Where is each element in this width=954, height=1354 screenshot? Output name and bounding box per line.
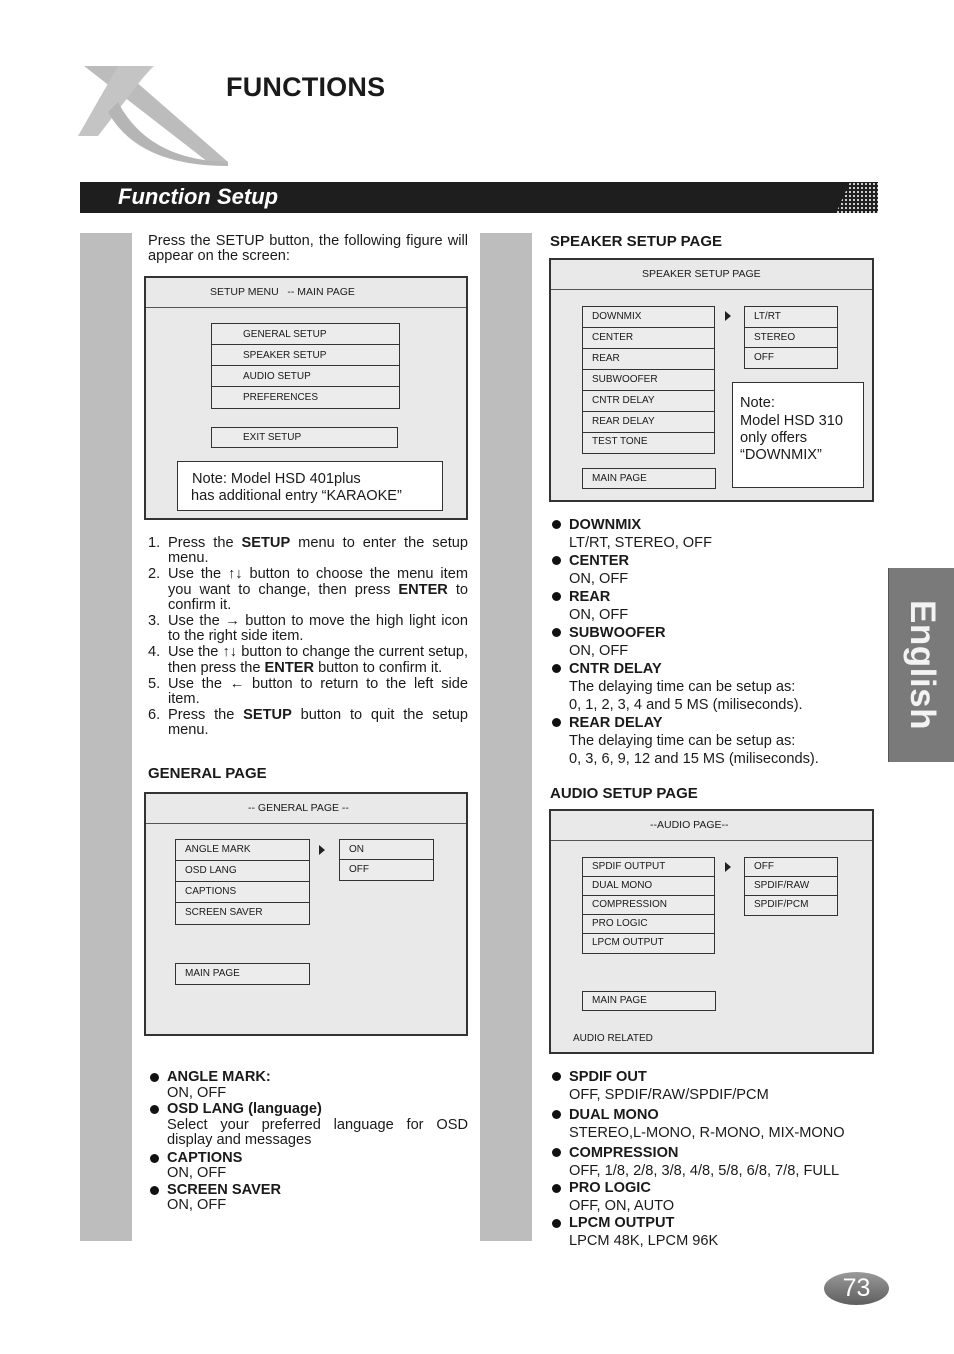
speaker-options-list-text (550, 516, 880, 768)
language-label: English (903, 600, 942, 730)
menu-item-audio-setup[interactable]: AUDIO SETUP (212, 366, 399, 387)
bullet-spdif-out: SPDIF OUT OFF, SPDIF/RAW/SPDIF/PCM (550, 1068, 880, 1104)
item-downmix[interactable]: DOWNMIX (583, 307, 714, 328)
bullet-rear-delay: REAR DELAY The delaying time can be setup as: 0, 3, 6, 9, 12 and 15 MS (miliseconds). (550, 714, 880, 768)
note-line: only offers (740, 430, 808, 446)
main-page-button[interactable]: MAIN PAGE (582, 468, 716, 489)
bullet-osd-lang: OSD LANG (language) Select your preferred language for OSD display and messages (148, 1102, 468, 1149)
option-on[interactable]: ON (340, 840, 433, 860)
bullet-cntr-delay: CNTR DELAY The delaying time can be setup as: 0, 1, 2, 3, 4 and 5 MS (miliseconds). (550, 660, 880, 714)
menu-item-general-setup[interactable]: GENERAL SETUP (212, 324, 399, 345)
option-spdif-pcm[interactable]: SPDIF/PCM (754, 899, 809, 910)
audio-options-list-text (550, 1068, 880, 1250)
arrow-right-icon (725, 311, 731, 321)
note-line: “DOWNMIX” (740, 447, 822, 463)
page-title: FUNCTIONS (226, 72, 386, 102)
item-dual-mono[interactable]: DUAL MONO (583, 877, 714, 896)
bullet-downmix: DOWNMIX LT/RT, STEREO, OFF (550, 516, 880, 552)
item-rear[interactable]: REAR (583, 349, 714, 370)
brand-logo (78, 62, 228, 166)
note-line: Note: (740, 395, 775, 411)
audio-setup-screen (549, 809, 874, 1054)
item-subwoofer[interactable]: SUBWOOFER (583, 370, 714, 391)
general-page-heading: GENERAL PAGE (148, 765, 267, 782)
speaker-page-heading: SPEAKER SETUP PAGE (550, 233, 722, 250)
item-spdif-output[interactable]: SPDIF OUTPUT (583, 858, 714, 877)
setup-menu-list (211, 323, 400, 409)
speaker-options-list (744, 306, 838, 369)
menu-item-speaker-setup[interactable]: SPEAKER SETUP (212, 345, 399, 366)
option-off[interactable]: OFF (754, 352, 774, 363)
bullet-compression: COMPRESSION OFF, 1/8, 2/8, 3/8, 4/8, 5/8, 6/8, 7/8, FULL (550, 1144, 880, 1180)
option-off[interactable]: OFF (745, 858, 837, 877)
left-column-sidebar (80, 233, 132, 1241)
bullet-center: CENTER ON, OFF (550, 552, 880, 588)
step-item: 2. Use the ↑↓ button to choose the menu item you want to change, then press ENTER to confirm it. (148, 566, 468, 613)
speaker-items-list (582, 306, 715, 454)
item-osd-lang[interactable]: OSD LANG (176, 861, 309, 882)
arrow-right-icon (319, 845, 325, 855)
step-item: 4. Use the ↑↓ button to change the current setup, then press the ENTER button to confirm it. (148, 644, 468, 676)
intro-text: Press the SETUP button, the following figure will appear on the screen: (148, 233, 468, 264)
step-item: 5. Use the ← button to return to the left side item. (148, 675, 468, 708)
arrow-right-icon (725, 862, 731, 872)
item-angle-mark[interactable]: ANGLE MARK (176, 840, 309, 861)
step-item: 6. Press the SETUP button to quit the setup menu. (148, 707, 468, 739)
main-page-button[interactable]: MAIN PAGE (175, 963, 310, 985)
item-pro-logic[interactable]: PRO LOGIC (583, 915, 714, 934)
audio-options-list (744, 857, 838, 916)
note-box (177, 461, 443, 511)
item-captions[interactable]: CAPTIONS (176, 882, 309, 903)
option-stereo[interactable]: STEREO (745, 328, 837, 348)
screen-title: --AUDIO PAGE-- (551, 811, 872, 841)
general-options-list (339, 839, 434, 881)
item-compression[interactable]: COMPRESSION (583, 896, 714, 915)
general-page-screen (144, 792, 468, 1036)
audio-items-list (582, 857, 715, 954)
speaker-setup-screen (549, 258, 874, 502)
step-item: 3. Use the → button to move the high light icon to the right side item. (148, 613, 468, 645)
audio-related-label: AUDIO RELATED (573, 1033, 653, 1044)
menu-item-preferences[interactable]: PREFERENCES (243, 392, 319, 403)
screen-title: -- GENERAL PAGE -- (146, 794, 466, 824)
bullet-screen-saver: SCREEN SAVER ON, OFF (148, 1183, 468, 1214)
note-line: Model HSD 310 (740, 413, 844, 429)
section-title: Function Setup (118, 184, 279, 209)
bullet-subwoofer: SUBWOOFER ON, OFF (550, 624, 880, 660)
bullet-angle-mark: ANGLE MARK: ON, OFF (148, 1070, 468, 1101)
item-lpcm-output[interactable]: LPCM OUTPUT (592, 937, 664, 948)
item-test-tone[interactable]: TEST TONE (592, 436, 648, 447)
option-lt-rt[interactable]: LT/RT (745, 307, 837, 328)
step-item: 1. Press the SETUP menu to enter the setup menu. (148, 535, 469, 567)
general-options-list-text (148, 1070, 468, 1214)
item-screen-saver[interactable]: SCREEN SAVER (185, 907, 263, 918)
item-cntr-delay[interactable]: CNTR DELAY (583, 391, 714, 412)
page-number: 73 (824, 1272, 889, 1305)
bullet-dual-mono: DUAL MONO STEREO,L-MONO, R-MONO, MIX-MONO (550, 1106, 880, 1142)
right-column-sidebar (480, 233, 532, 1241)
item-center[interactable]: CENTER (583, 328, 714, 349)
bullet-lpcm-output: LPCM OUTPUT LPCM 48K, LPCM 96K (550, 1215, 880, 1250)
screen-title: SPEAKER SETUP PAGE (551, 260, 872, 290)
note-line-2: has additional entry “KARAOKE” (191, 488, 402, 504)
option-off[interactable]: OFF (349, 864, 369, 875)
option-spdif-raw[interactable]: SPDIF/RAW (745, 877, 837, 896)
screen-title: SETUP MENU -- MAIN PAGE (146, 278, 466, 308)
note-line-1: Note: Model HSD 401plus (192, 471, 361, 487)
exit-setup-button[interactable]: EXIT SETUP (211, 427, 398, 448)
audio-page-heading: AUDIO SETUP PAGE (550, 785, 698, 802)
item-rear-delay[interactable]: REAR DELAY (583, 412, 714, 433)
language-side-tab (888, 568, 954, 762)
setup-menu-screen (144, 276, 468, 520)
model-note-box (732, 382, 864, 488)
dot-pattern-icon (836, 182, 878, 213)
bullet-rear: REAR ON, OFF (550, 588, 880, 624)
bullet-pro-logic: PRO LOGIC OFF, ON, AUTO (550, 1180, 880, 1215)
bullet-captions: CAPTIONS ON, OFF (148, 1151, 468, 1182)
general-items-list (175, 839, 310, 925)
main-page-button[interactable]: MAIN PAGE (582, 991, 716, 1011)
instruction-steps (148, 536, 468, 740)
